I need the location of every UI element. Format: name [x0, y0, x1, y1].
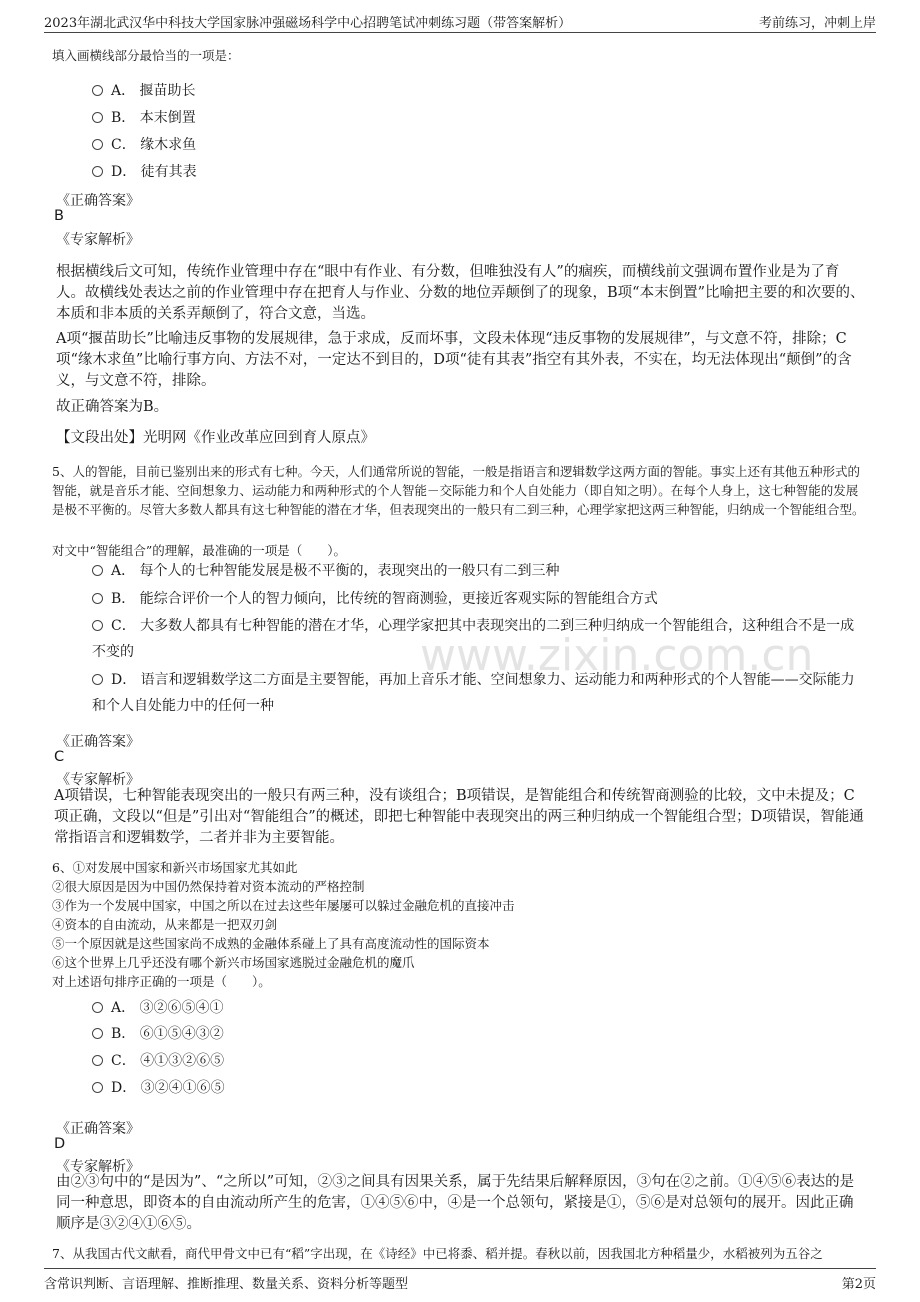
- q6-option-c[interactable]: C． ④①③②⑥⑤: [92, 1050, 224, 1070]
- q6-option-d[interactable]: D． ③②④①⑥⑤: [92, 1077, 225, 1097]
- header-tagline: 考前练习，冲刺上岸: [758, 16, 876, 31]
- q4-answer: B: [54, 208, 64, 224]
- radio-icon[interactable]: [92, 620, 103, 631]
- q5-option-d[interactable]: D． 语言和逻辑数学这二方面是主要智能，再加上音乐才能、空间想象力、运动能力和两种形式的个人智能——交际能力和个人自处能力中的任何一种: [92, 672, 855, 714]
- page-number: 第2页: [841, 1277, 876, 1292]
- q4-option-a[interactable]: A． 揠苗助长: [92, 80, 196, 100]
- radio-icon[interactable]: [92, 565, 103, 576]
- q5-option-c[interactable]: C． 大多数人都具有七种智能的潜在才华，心理学家把其中表现突出的二到三种归纳成一个智能组合，这种组合不是一成不变的: [92, 618, 855, 660]
- page-footer: [44, 1268, 876, 1291]
- q7-stem: 7、从我国古代文献看，商代甲骨文中已有“稻”字出现，在《诗经》中已将黍、稻并提。春秋以前，因我国北方种稻量少，水稻被列为五谷之: [52, 1246, 823, 1261]
- q6-option-a[interactable]: A． ③②⑥⑤④①: [92, 997, 224, 1017]
- q4-analysis-para-3: 故正确答案为B。: [56, 399, 169, 415]
- q6-analysis-label: 《专家解析》: [56, 1159, 140, 1175]
- q5-option-b[interactable]: B． 能综合评价一个人的智力倾向，比传统的智商测验，更接近客观实际的智能组合方式: [92, 586, 862, 612]
- q4-prompt: 填入画横线部分最恰当的一项是：: [52, 48, 240, 63]
- q6-option-b[interactable]: B． ⑥①⑤④③②: [92, 1023, 224, 1043]
- document-title: 2023年湖北武汉华中科技大学国家脉冲强磁场科学中心招聘笔试冲刺练习题（带答案解析）: [44, 16, 572, 31]
- q6-answer-label: 《正确答案》: [56, 1121, 140, 1137]
- page-header: [44, 10, 876, 33]
- q6-line-6: ⑥这个世界上几乎还没有哪个新兴市场国家逃脱过金融危机的魔爪: [52, 955, 415, 970]
- radio-icon[interactable]: [92, 1082, 103, 1093]
- q6-line-2: ②很大原因是因为中国仍然保持着对资本流动的严格控制: [52, 879, 365, 894]
- q4-source: 【文段出处】光明网《作业改革应回到育人原点》: [56, 430, 375, 446]
- q5-answer-label: 《正确答案》: [56, 734, 140, 750]
- radio-icon[interactable]: [92, 112, 103, 123]
- radio-icon[interactable]: [92, 1028, 103, 1039]
- footer-note: 含常识判断、言语理解、推断推理、数量关系、资料分析等题型: [44, 1277, 409, 1292]
- q5-stem: 5、人的智能，目前已鉴别出来的形式有七种。今天，人们通常所说的智能，一般是指语言和逻辑数学这两方面的智能。事实上还有其他五种形式的智能，就是音乐才能、空间想象力、运动能力和两种形式的个人智能－交际能力和个人自处能力（即自知之明）。在每个人身上，这七种智能的发展是极不平衡的。尽管大多数人都具有这七种智能的潜在才华，但表现突出的一般只有二到三种，心理学家把这两三种智能，归纳成一个智能组合型。: [52, 464, 865, 517]
- radio-icon[interactable]: [92, 1055, 103, 1066]
- q4-answer-label: 《正确答案》: [56, 193, 140, 209]
- q4-option-b[interactable]: B． 本末倒置: [92, 107, 196, 127]
- radio-icon[interactable]: [92, 139, 103, 150]
- radio-icon[interactable]: [92, 166, 103, 177]
- q4-analysis-para-2: A项“揠苗助长”比喻违反事物的发展规律，急于求成，反而坏事，文段未体现“违反事物的发展规律”，与文意不符，排除；C项“缘木求鱼”比喻行事方向、方法不对，一定达不到目的，D项“徒有其表”指空有其外表，不实在，均无法体现出“颠倒”的含义，与文意不符，排除。: [56, 331, 852, 389]
- radio-icon[interactable]: [92, 85, 103, 96]
- q5-analysis: A项错误，七种智能表现突出的一般只有两三种，没有谈组合；B项错误，是智能组合和传统智商测验的比较，文中未提及；C项正确，文段以“但是”引出对“智能组合”的概述，即把七种智能中表现突出的两三种归纳成一个智能组合型；D项错误，智能通常指语言和逻辑数学，二者并非为主要智能。: [54, 788, 864, 846]
- radio-icon[interactable]: [92, 1002, 103, 1013]
- radio-icon[interactable]: [92, 674, 103, 685]
- q4-option-d[interactable]: D． 徒有其表: [92, 161, 197, 181]
- q5-answer: C: [54, 749, 65, 765]
- watermark: www.zixin.com.cn: [420, 630, 814, 681]
- q5-option-a[interactable]: A． 每个人的七种智能发展是极不平衡的，表现突出的一般只有二到三种: [92, 558, 862, 584]
- q6-stem: 6、①对发展中国家和新兴市场国家尤其如此: [52, 860, 298, 875]
- q4-analysis-para-1: 根据横线后文可知，传统作业管理中存在“眼中有作业、有分数，但唯独没有人”的痼疾，而横线前文强调布置作业是为了育人。故横线处表达之前的作业管理中存在把育人与作业、分数的地位弄颠倒了的现象，B项“本末倒置”比喻把主要的和次要的、本质和非本质的关系弄颠倒了，符合文意，当选。: [56, 264, 865, 322]
- q4-analysis-label: 《专家解析》: [56, 232, 140, 248]
- q5-analysis-label: 《专家解析》: [56, 772, 140, 788]
- q6-answer: D: [54, 1136, 66, 1152]
- q6-question: 对上述语句排序正确的一项是（ ）。: [52, 974, 271, 989]
- q5-question: 对文中“智能组合”的理解，最准确的一项是（ ）。: [52, 543, 347, 558]
- radio-icon[interactable]: [92, 593, 103, 604]
- q4-option-c[interactable]: C． 缘木求鱼: [92, 134, 196, 154]
- q6-line-3: ③作为一个发展中国家，中国之所以在过去这些年屡屡可以躲过金融危机的直接冲击: [52, 898, 515, 913]
- q6-analysis: 由②③句中的“是因为”、“之所以”可知，②③之间具有因果关系，属于先结果后解释原因，③句在②之前。①④⑤⑥表达的是同一种意思，即资本的自由流动所产生的危害，①④⑤⑥中，④是一个总领句，紧接是①，⑤⑥是对总领句的展开。因此正确顺序是③②④①⑥⑤。: [56, 1174, 855, 1232]
- q6-line-5: ⑤一个原因就是这些国家尚不成熟的金融体系碰上了具有高度流动性的国际资本: [52, 936, 490, 951]
- q6-line-4: ④资本的自由流动，从来都是一把双刃剑: [52, 917, 278, 932]
